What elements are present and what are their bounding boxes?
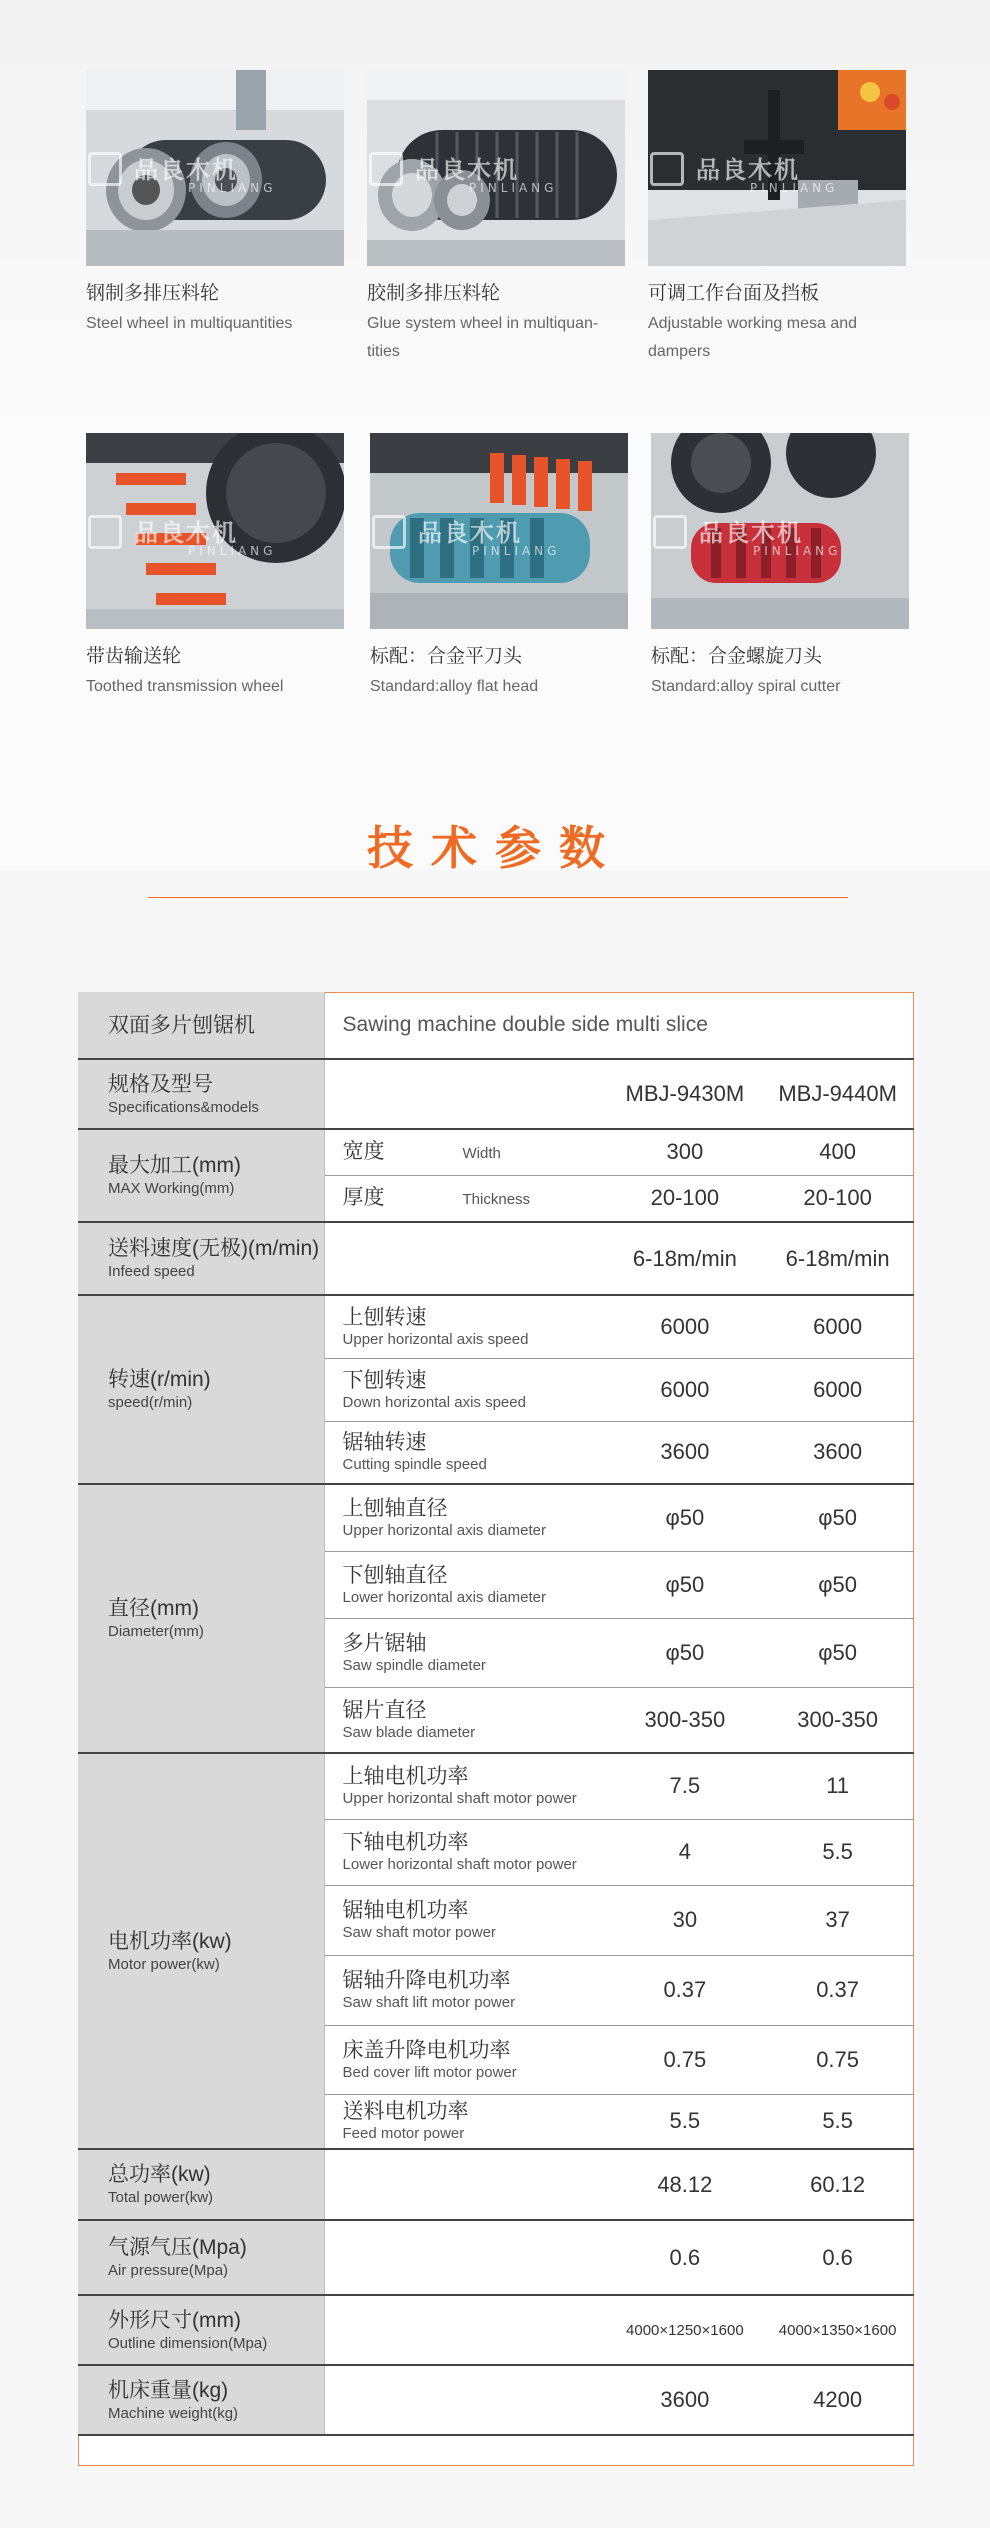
table-row <box>78 1059 914 1129</box>
feature-caption-cn: 带齿输送轮 <box>86 645 182 667</box>
spiral-cutter-photo <box>651 433 909 629</box>
feature-caption-cn: 可调工作台面及挡板 <box>648 282 820 304</box>
brand-watermark: 品良木机 PINLIANG <box>415 150 557 195</box>
row-label: 直径(mm) Diameter(mm) <box>78 1484 324 1753</box>
row-label: 机床重量(kg) Machine weight(kg) <box>78 2365 324 2435</box>
table-row: 最大加工(mm) MAX Working(mm) 宽度 Width 300 400 <box>78 1129 914 1175</box>
feature-caption-en: Glue system wheel in multiquan- tities <box>367 315 599 360</box>
brand-logo-icon <box>88 515 122 549</box>
table-row: 下轴电机功率 Lower horizontal shaft motor power 4 5.5 <box>78 1819 914 1885</box>
glue-wheel-photo <box>367 70 625 266</box>
brand-watermark: 品良木机 PINLIANG <box>696 150 838 195</box>
feature-caption-en: Standard:alloy flat head <box>370 678 539 695</box>
brand-watermark: 品良木机 PINLIANG <box>134 513 276 558</box>
brand-logo-icon <box>369 152 403 186</box>
table-row: 多片锯轴 Saw spindle diameter φ50 φ50 <box>78 1618 914 1687</box>
brand-watermark: 品良木机 PINLIANG <box>418 513 560 558</box>
table-row: 电机功率(kw) Motor power(kw) 上轴电机功率 Upper horizontal shaft motor power 7.5 11 <box>78 1753 914 1819</box>
model-a: MBJ-9430M <box>608 1059 761 1129</box>
row-label: 最大加工(mm) MAX Working(mm) <box>78 1129 324 1222</box>
feature-caption-cn: 标配：合金螺旋刀头 <box>651 645 823 667</box>
machine-name-en: Sawing machine double side multi slice <box>324 992 914 1059</box>
row-label: 送料速度(无极)(m/min) Infeed speed <box>78 1222 324 1295</box>
row-label: 外形尺寸(mm) Outline dimension(Mpa) <box>78 2295 324 2365</box>
toothed-wheel-photo <box>86 433 344 629</box>
feature-adjustable-table <box>648 70 906 366</box>
table-row: 厚度 Thickness 20-100 20-100 <box>78 1175 914 1222</box>
table-row: 锯轴转速 Cutting spindle speed 3600 3600 <box>78 1421 914 1484</box>
feature-steel-wheel <box>86 70 344 338</box>
table-row: 送料速度(无极)(m/min) Infeed speed 6-18m/min 6-18m/min <box>78 1222 914 1295</box>
feature-caption-en: Adjustable working mesa and dampers <box>648 315 858 360</box>
row-label: 电机功率(kw) Motor power(kw) <box>78 1753 324 2149</box>
brand-logo-icon <box>372 515 406 549</box>
table-row: 转速(r/min) speed(r/min) 上刨转速 Upper horizontal axis speed 6000 6000 <box>78 1295 914 1358</box>
row-label: 规格及型号 Specifications&models <box>78 1059 324 1129</box>
model-b: MBJ-9440M <box>761 1059 914 1129</box>
brand-watermark <box>134 150 276 195</box>
section-title: 技术参数 <box>367 821 623 875</box>
brand-watermark: 品良木机 PINLIANG <box>699 513 841 558</box>
table-row: 锯轴电机功率 Saw shaft motor power 30 37 <box>78 1885 914 1955</box>
row-label: 转速(r/min) speed(r/min) <box>78 1295 324 1484</box>
table-row: 气源气压(Mpa) Air pressure(Mpa) 0.6 0.6 <box>78 2220 914 2295</box>
feature-toothed-wheel <box>86 433 344 701</box>
brand-logo-icon <box>650 152 684 186</box>
watermark-cn: 品良木机 <box>134 156 238 184</box>
table-row: 总功率(kw) Total power(kw) 48.12 60.12 <box>78 2149 914 2220</box>
table-row: 直径(mm) Diameter(mm) 上刨轴直径 Upper horizontal axis diameter φ50 φ50 <box>78 1484 914 1551</box>
table-row: 机床重量(kg) Machine weight(kg) 3600 4200 <box>78 2365 914 2435</box>
table-row: 外形尺寸(mm) Outline dimension(Mpa) 4000×1250×1600 4000×1350×1600 <box>78 2295 914 2365</box>
watermark-en: PINLIANG <box>188 181 277 195</box>
table-row: 下刨转速 Down horizontal axis speed 6000 6000 <box>78 1358 914 1421</box>
table-row: 锯轴升降电机功率 Saw shaft lift motor power 0.37 0.37 <box>78 1955 914 2025</box>
feature-caption-cn: 钢制多排压料轮 <box>86 282 220 304</box>
feature-flat-head <box>370 433 628 701</box>
feature-caption-en: Standard:alloy spiral cutter <box>651 678 841 695</box>
row-label: 总功率(kw) Total power(kw) <box>78 2149 324 2220</box>
feature-spiral-cutter <box>651 433 909 701</box>
feature-caption-cn: 胶制多排压料轮 <box>367 282 501 304</box>
feature-caption-cn: 标配：合金平刀头 <box>370 645 523 667</box>
brand-logo-icon <box>653 515 687 549</box>
steel-wheel-photo <box>86 70 344 266</box>
row-label: 双面多片刨锯机 <box>78 992 324 1059</box>
table-row: 锯片直径 Saw blade diameter 300-350 300-350 <box>78 1687 914 1753</box>
flat-head-photo <box>370 433 628 629</box>
table-row: 送料电机功率 Feed motor power 5.5 5.5 <box>78 2094 914 2149</box>
table-row: 下刨轴直径 Lower horizontal axis diameter φ50 φ50 <box>78 1551 914 1618</box>
table-row <box>78 992 914 1059</box>
adjustable-table-photo <box>648 70 906 266</box>
row-label: 气源气压(Mpa) Air pressure(Mpa) <box>78 2220 324 2295</box>
feature-caption-en: Steel wheel in multiquantities <box>86 315 293 332</box>
feature-caption-en: Toothed transmission wheel <box>86 678 284 695</box>
spec-table <box>78 992 914 2436</box>
table-row: 床盖升降电机功率 Bed cover lift motor power 0.75 0.75 <box>78 2025 914 2094</box>
brand-logo-icon <box>88 152 122 186</box>
feature-glue-wheel <box>367 70 625 366</box>
section-divider <box>148 897 848 898</box>
